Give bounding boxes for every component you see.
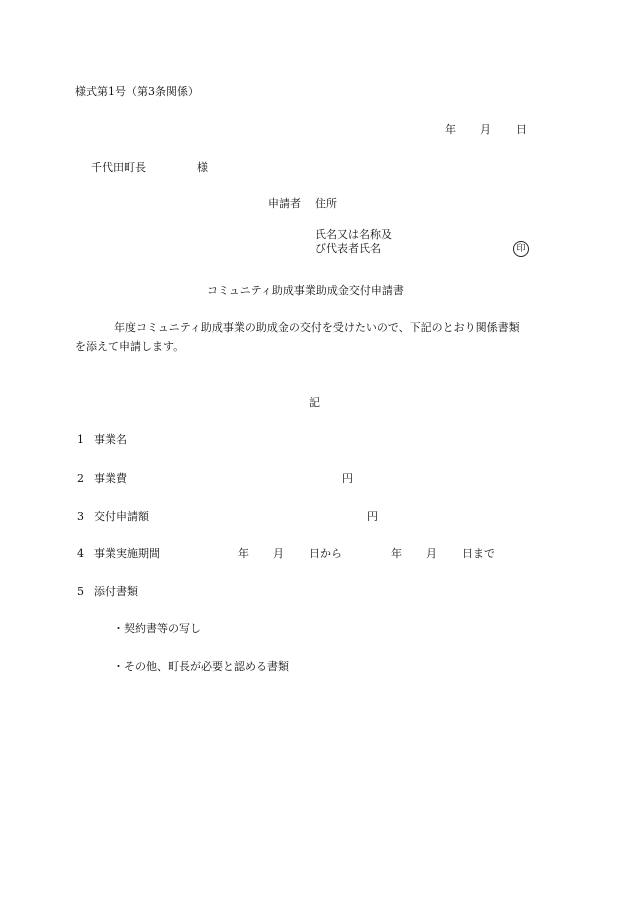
- item-number: 5: [77, 585, 84, 598]
- item-unit: 円: [367, 510, 378, 523]
- item-label: 事業費: [94, 472, 127, 485]
- applicant-label: 申請者: [268, 197, 301, 210]
- addressee-honorific: 様: [197, 161, 208, 174]
- applicant-name-label-1: 氏名又は名称及: [315, 228, 392, 241]
- ki-heading: 記: [309, 396, 320, 409]
- period-from-year: 年: [238, 547, 249, 560]
- date-year: 年: [445, 123, 456, 136]
- addressee-name: 千代田町長: [91, 161, 146, 174]
- item-number: 4: [77, 547, 84, 560]
- item-label: 交付申請額: [94, 510, 149, 523]
- period-from-month: 月: [273, 547, 284, 560]
- attachment-item: ・契約書等の写し: [113, 622, 201, 635]
- body-line-1: 年度コミュニティ助成事業の助成金の交付を受けたいので、下記のとおり関係書類: [114, 321, 520, 334]
- document-title: コミュニティ助成事業助成金交付申請書: [207, 284, 404, 297]
- item-label: 添付書類: [94, 585, 138, 598]
- form-number: 様式第1号（第3条関係）: [75, 85, 199, 98]
- seal-mark: 印: [513, 241, 529, 257]
- date-month: 月: [480, 123, 491, 136]
- item-number: 1: [77, 433, 84, 446]
- item-unit: 円: [342, 472, 353, 485]
- applicant-address-label: 住所: [315, 197, 337, 210]
- item-label: 事業実施期間: [94, 547, 160, 560]
- item-number: 2: [77, 472, 84, 485]
- period-to-month: 月: [426, 547, 437, 560]
- applicant-name-label-2: び代表者氏名: [315, 242, 381, 255]
- date-day: 日: [516, 123, 527, 136]
- body-line-2: を添えて申請します。: [75, 340, 185, 353]
- item-number: 3: [77, 510, 84, 523]
- period-to-year: 年: [391, 547, 402, 560]
- period-to-day: 日まで: [462, 547, 495, 560]
- item-label: 事業名: [94, 433, 127, 446]
- period-from-day: 日から: [309, 547, 342, 560]
- attachment-item: ・その他、町長が必要と認める書類: [113, 660, 289, 673]
